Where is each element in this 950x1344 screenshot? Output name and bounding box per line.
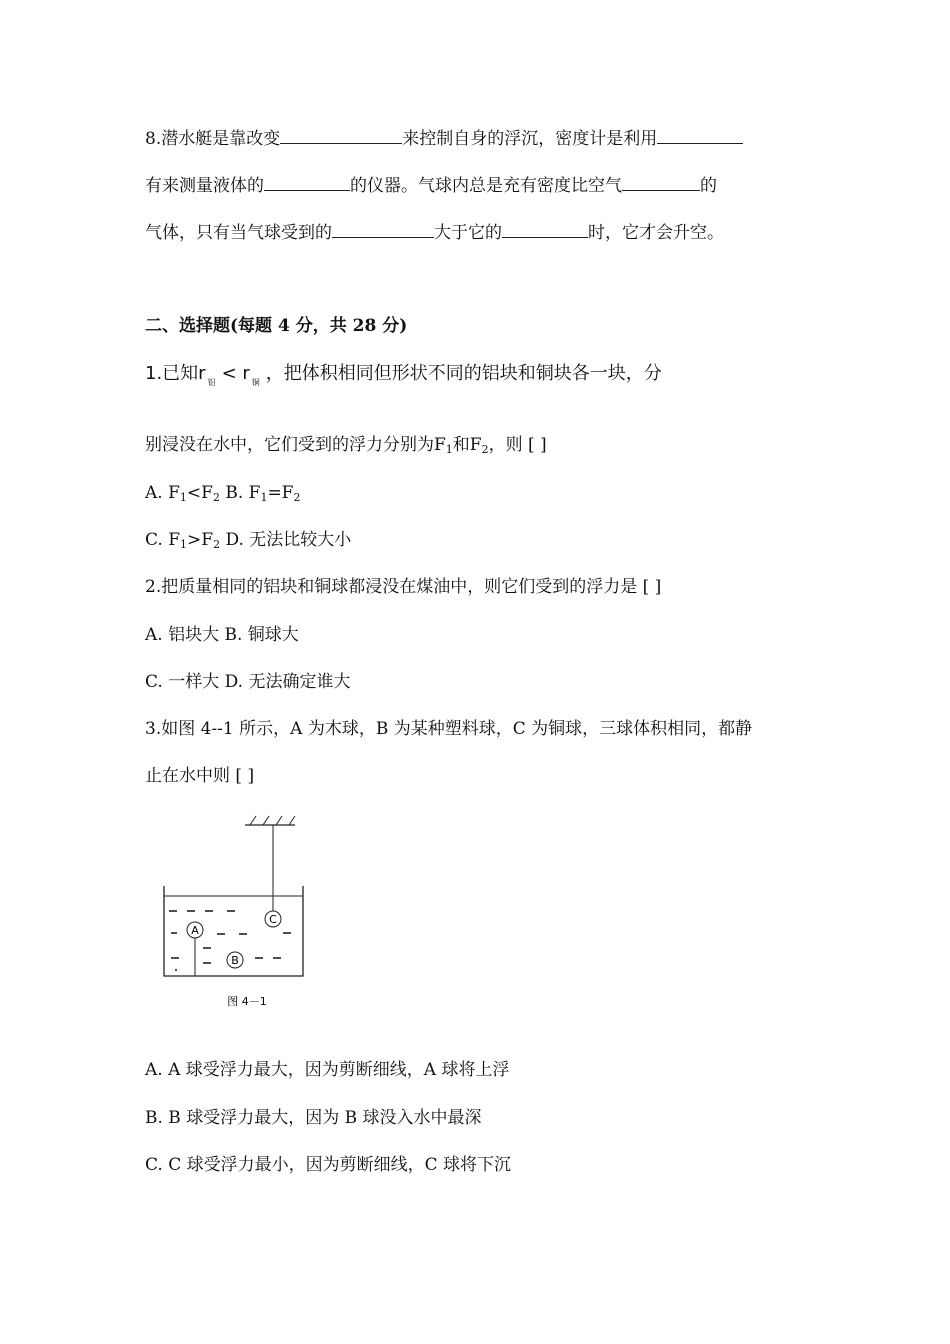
subscript: 2 <box>481 443 489 456</box>
q2-stem: 2.把质量相同的铝块和铜球都浸没在煤油中，则它们受到的浮力是 [ ] <box>145 577 662 597</box>
subscript: 1 <box>180 538 188 551</box>
answer-blank[interactable] <box>280 127 402 144</box>
q1-options-ab <box>145 482 300 509</box>
q1-text: 和F <box>452 435 482 455</box>
q1-text: ，则 [ ] <box>488 435 547 455</box>
subscript: 铜 <box>251 378 260 387</box>
answer-blank[interactable] <box>657 127 743 144</box>
q3-option-b: B. B 球受浮力最大，因为 B 球没入水中最深 <box>145 1108 482 1128</box>
q1-line-2 <box>145 434 547 461</box>
option-text: =F <box>267 483 294 503</box>
q1-text: 1.已知r <box>145 363 206 384</box>
subscript: 2 <box>212 491 220 504</box>
figure-4-1 <box>155 808 315 1018</box>
subscript: 1 <box>445 443 453 456</box>
q8-text: 大于它的 <box>434 223 502 243</box>
subscript: 2 <box>293 491 301 504</box>
answer-blank[interactable] <box>332 221 434 238</box>
section-title: 二、选择题(每题 4 分，共 28 分) <box>145 316 408 336</box>
answer-blank[interactable] <box>622 174 700 191</box>
answer-blank[interactable] <box>264 174 350 191</box>
q1-text: < r <box>221 363 250 384</box>
q2-options-cd: C. 一样大 D. 无法确定谁大 <box>145 672 351 692</box>
q8-text: 8.潜水艇是靠改变 <box>145 129 281 149</box>
q2-options-ab: A. 铝块大 B. 铜球大 <box>145 625 299 645</box>
q3-option-c: C. C 球受浮力最小，因为剪断细线，C 球将下沉 <box>145 1155 512 1175</box>
q1-text: ，把体积相同但形状不同的铝块和铜块各一块，分 <box>265 363 662 384</box>
option-text: A. F <box>145 483 180 503</box>
answer-blank[interactable] <box>502 221 588 238</box>
subscript: 2 <box>213 538 221 551</box>
option-text: >F <box>187 530 214 550</box>
q3-option-a: A. A 球受浮力最大，因为剪断细线，A 球将上浮 <box>145 1060 510 1080</box>
q8-line-3 <box>145 221 724 244</box>
q8-line-1 <box>145 127 743 150</box>
ball-a-label: A <box>191 924 199 937</box>
subscript: 铝 <box>207 378 216 387</box>
q8-text: 时，它才会升空。 <box>588 223 724 243</box>
q3-stem-line-1: 3.如图 4--1 所示，A 为木球，B 为某种塑料球，C 为铜球，三球体积相同，都静 <box>145 719 753 739</box>
q8-line-2 <box>145 174 717 197</box>
q8-text: 有来测量液体的 <box>145 176 264 196</box>
subscript: 1 <box>260 491 268 504</box>
q8-text: 的仪器。气球内总是充有密度比空气 <box>350 176 622 196</box>
q8-text: 气体，只有当气球受到的 <box>145 223 332 243</box>
q3-stem-line-2: 止在水中则 [ ] <box>145 766 255 786</box>
option-text: B. F <box>219 483 261 503</box>
q1-text: 别浸没在水中，它们受到的浮力分别为F <box>145 435 446 455</box>
option-text: <F <box>186 483 213 503</box>
figure-caption: 图 4－1 <box>227 995 267 1008</box>
option-text: D. 无法比较大小 <box>220 530 352 550</box>
subscript: 1 <box>179 491 187 504</box>
q8-text: 的 <box>700 176 717 196</box>
ball-b-label: B <box>231 954 239 967</box>
option-text: C. F <box>145 530 181 550</box>
q1-line-1 <box>145 363 662 394</box>
ball-c-label: C <box>269 913 277 926</box>
q1-options-cd <box>145 529 351 556</box>
q8-text: 来控制自身的浮沉，密度计是利用 <box>402 129 658 149</box>
ceiling-hatch <box>250 816 295 825</box>
